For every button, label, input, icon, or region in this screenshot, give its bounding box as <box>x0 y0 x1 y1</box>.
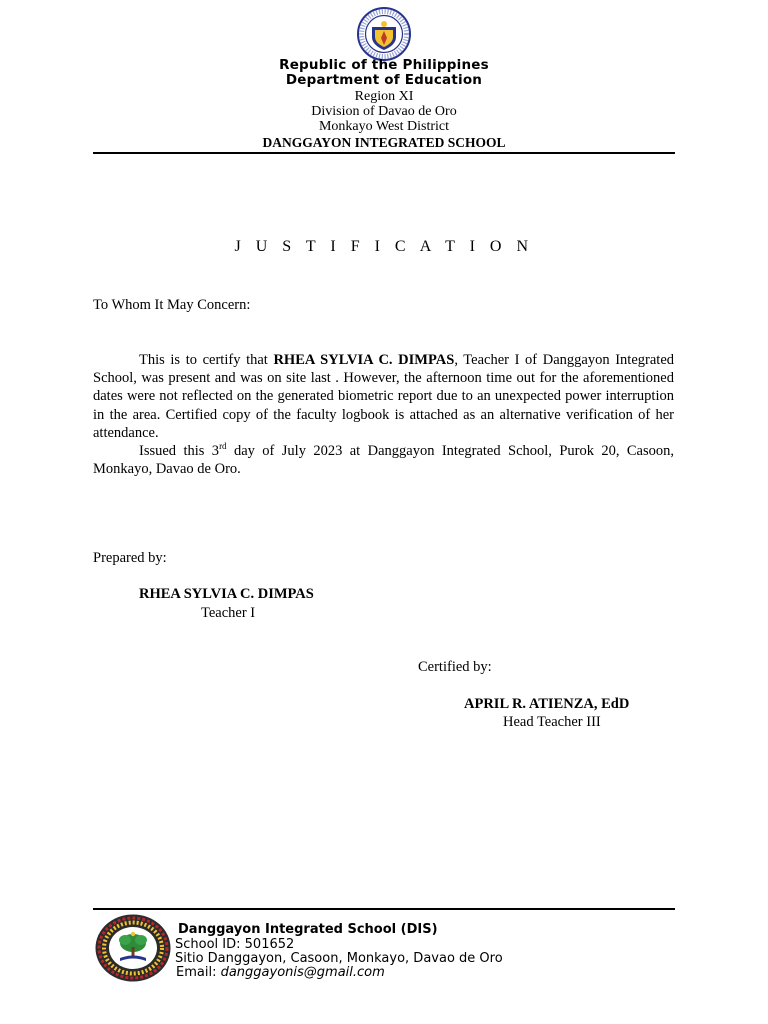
body-paragraph <box>93 351 674 442</box>
issued-paragraph <box>93 442 674 478</box>
body-intro: This is to certify that <box>139 352 274 368</box>
certified-by-label: Certified by: <box>418 659 492 675</box>
document-title: J U S T I F I C A T I O N <box>234 238 534 255</box>
header-divider <box>93 152 675 154</box>
footer-email-line <box>176 965 385 980</box>
deped-seal-logo <box>357 7 411 61</box>
certifier-name: APRIL R. ATIENZA, EdD <box>464 696 630 712</box>
footer-email-label: Email: <box>176 965 221 980</box>
header-school-name: DANGGAYON INTEGRATED SCHOOL <box>262 135 506 150</box>
preparer-name: RHEA SYLVIA C. DIMPAS <box>139 586 314 602</box>
issued-rest: day of July 2023 at Danggayon Integrated School, Purok 20, Casoon, Monkayo, Davao de Oro. <box>93 443 675 478</box>
header-region: Region XI <box>354 89 414 104</box>
body-rest: , Teacher I of Danggayon Integrated School, was present and was on site last . However, the afternoon time out for the aforementioned dates were not reflected on the generated biometric report due to an unexpected power interruption in the area. Certified copy of the faculty logbook is attached as an alternative verification of her attendance. <box>93 352 675 441</box>
footer-divider <box>93 908 675 910</box>
header-republic: Republic of the Philippines <box>279 57 489 73</box>
certifier-position: Head Teacher III <box>503 714 601 730</box>
school-logo <box>94 913 172 983</box>
preparer-position: Teacher I <box>201 605 256 621</box>
footer-school-name: Danggayon Integrated School (DIS) <box>178 922 438 937</box>
prepared-by-label: Prepared by: <box>93 550 167 566</box>
header-department: Department of Education <box>285 72 483 88</box>
header-district: Monkayo West District <box>318 119 450 134</box>
footer-address: Sitio Danggayon, Casoon, Monkayo, Davao de Oro <box>175 951 503 966</box>
footer-school-id: School ID: 501652 <box>175 937 295 952</box>
footer-email-link[interactable]: danggayonis@gmail.com <box>220 965 385 980</box>
salutation: To Whom It May Concern: <box>93 297 251 313</box>
header-division: Division of Davao de Oro <box>311 104 457 119</box>
issued-ordinal: rd <box>219 441 227 452</box>
issued-prefix: Issued this 3 <box>139 443 220 459</box>
teacher-name: RHEA SYLVIA C. DIMPAS <box>273 352 455 368</box>
